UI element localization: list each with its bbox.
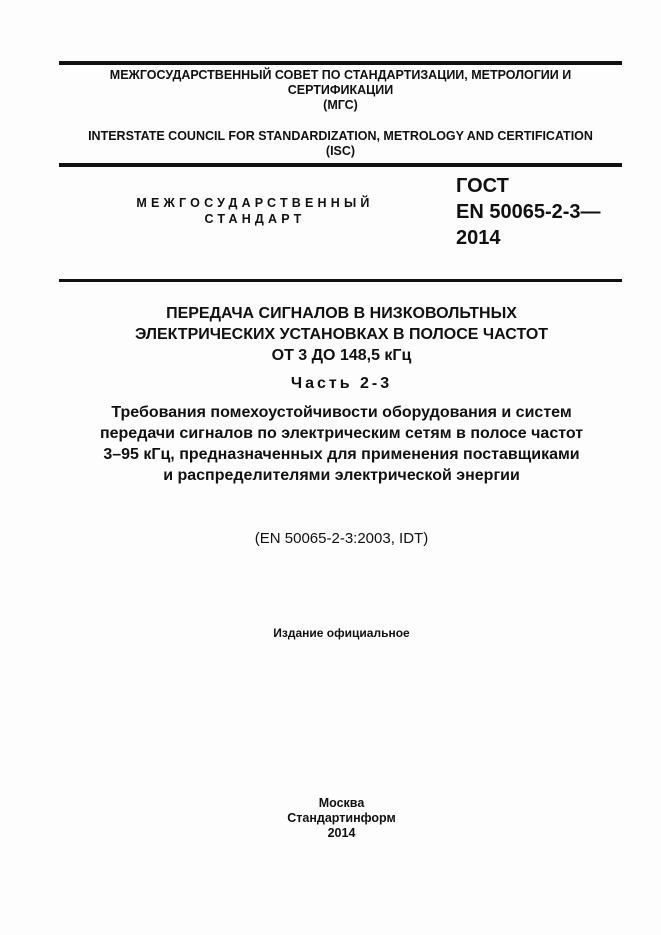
council-ru-abbr: (МГС) xyxy=(323,98,358,112)
title-line: ПЕРЕДАЧА СИГНАЛОВ В НИЗКОВОЛЬТНЫХ xyxy=(166,305,517,322)
subtitle-line: и распределителями электрической энергии xyxy=(163,467,520,484)
designation-number: EN 50065-2-3— xyxy=(456,201,601,223)
designation-year: 2014 xyxy=(456,227,501,249)
imprint-year: 2014 xyxy=(327,826,356,840)
top-divider xyxy=(59,61,622,65)
part-heading: Часть 2-3 xyxy=(290,375,393,392)
council-ru-line: СЕРТИФИКАЦИИ xyxy=(287,83,394,97)
council-en-line: INTERSTATE COUNCIL FOR STANDARDIZATION, METROLOGY AND CERTIFICATION xyxy=(88,129,593,143)
council-en-abbr: (ISC) xyxy=(325,144,356,158)
designation-prefix: ГОСТ xyxy=(456,175,509,197)
subtitle-line: передачи сигналов по электрическим сетям в полосе частот xyxy=(99,425,584,442)
official-edition-label: Издание официальное xyxy=(273,626,410,640)
council-ru-line: МЕЖГОСУДАРСТВЕННЫЙ СОВЕТ ПО СТАНДАРТИЗАЦИИ, МЕТРОЛОГИИ И xyxy=(109,68,572,82)
standard-kind-line: МЕЖГОСУДАРСТВЕННЫЙ xyxy=(136,196,374,210)
middle-divider xyxy=(59,163,622,167)
document-subtitle xyxy=(60,402,623,486)
subtitle-line: 3–95 кГц, предназначенных для применения поставщиками xyxy=(103,446,580,463)
equivalence-note: (EN 50065-2-3:2003, IDT) xyxy=(254,530,429,547)
standard-designation xyxy=(456,173,601,251)
standard-kind-line: СТАНДАРТ xyxy=(204,212,306,226)
imprint-publisher: Стандартинформ xyxy=(287,811,396,825)
document-title xyxy=(60,303,623,366)
title-line: ЭЛЕКТРИЧЕСКИХ УСТАНОВКАХ В ПОЛОСЕ ЧАСТОТ xyxy=(134,326,549,343)
title-line: ОТ 3 ДО 148,5 кГц xyxy=(271,347,412,364)
council-name-russian xyxy=(59,68,622,113)
imprint-city: Москва xyxy=(318,796,365,810)
council-name-english xyxy=(59,129,622,159)
imprint xyxy=(60,796,623,841)
bottom-divider xyxy=(59,279,622,282)
standard-kind xyxy=(110,195,400,227)
subtitle-line: Требования помехоустойчивости оборудования и систем xyxy=(111,404,572,421)
